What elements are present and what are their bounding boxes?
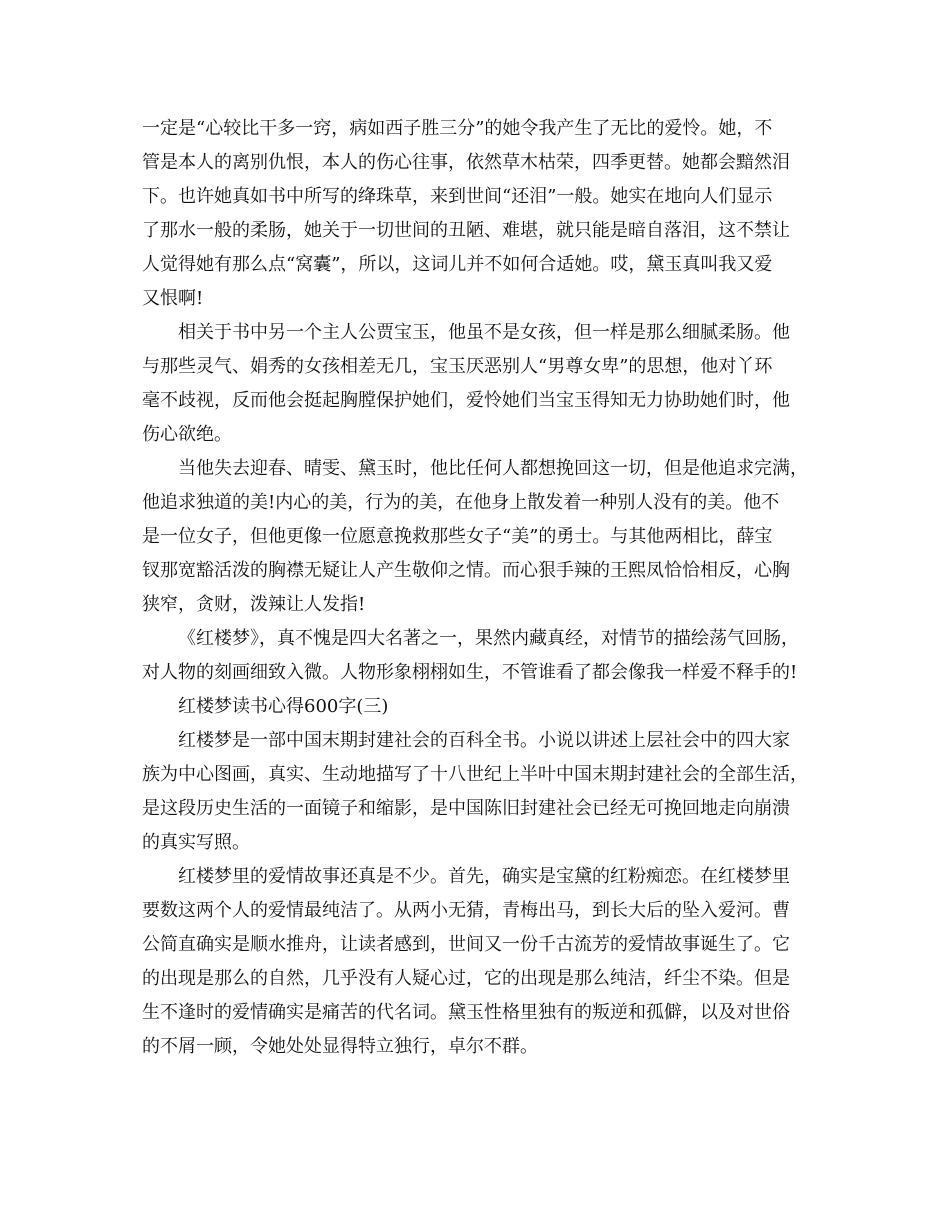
text-line: 要数这两个人的爱情最纯洁了。从两小无猜，青梅出马，到长大后的坠入爱河。曹 (142, 900, 790, 921)
paragraph-2 (142, 316, 822, 452)
text-line: 毫不歧视，反而他会挺起胸膛保护她们，爱怜她们当宝玉得知无力协助她们时，他 (142, 390, 790, 411)
text-line: 与那些灵气、娟秀的女孩相差无几，宝玉厌恶别人“男尊女卑”的思想，他对丫环 (142, 356, 773, 377)
text-line: 对人物的刻画细致入微。人物形象栩栩如生，不管谁看了都会像我一样爱不释手的! (142, 662, 798, 683)
section-heading: 红楼梦读书心得600字(三) (178, 696, 389, 717)
text-line: 红楼梦是一部中国末期封建社会的百科全书。小说以讲述上层社会中的四大家 (178, 730, 790, 751)
text-line: 人觉得她有那么点“窝囊”，所以，这词儿并不如何合适她。哎，黛玉真叫我又爱 (142, 254, 773, 275)
text-line: 一定是“心较比干多一窍，病如西子胜三分”的她令我产生了无比的爱怜。她，不 (142, 118, 773, 139)
text-line: 是一位女子，但他更像一位愿意挽救那些女子“美”的勇士。与其他两相比，薛宝 (142, 526, 773, 547)
text-line: 当他失去迎春、晴雯、黛玉时，他比任何人都想挽回这一切，但是他追求完满， (178, 458, 808, 479)
paragraph-4 (142, 622, 822, 690)
text-line: 的出现是那么的自然，几乎没有人疑心过，它的出现是那么纯洁，纤尘不染。但是 (142, 968, 790, 989)
text-line: 他追求独道的美!内心的美，行为的美，在他身上散发着一种别人没有的美。他不 (142, 492, 780, 513)
text-line: 族为中心图画，真实、生动地描写了十八世纪上半叶中国末期封建社会的全部生活， (142, 764, 808, 785)
text-line: 的真实写照。 (142, 832, 250, 853)
text-line: 伤心欲绝。 (142, 424, 232, 445)
paragraph-5 (142, 724, 822, 860)
text-line: 的不屑一顾，令她处处显得特立独行，卓尔不群。 (142, 1036, 538, 1057)
text-line: 是这段历史生活的一面镜子和缩影，是中国陈旧封建社会已经无可挽回地走向崩溃 (142, 798, 790, 819)
text-line: 了那水一般的柔肠，她关于一切世间的丑陋、难堪，就只能是暗自落泪，这不禁让 (142, 220, 790, 241)
text-line: 生不逢时的爱情确实是痛苦的代名词。黛玉性格里独有的叛逆和孤僻，以及对世俗 (142, 1002, 790, 1023)
paragraph-1 (142, 112, 822, 316)
document-body (142, 112, 822, 1064)
text-line: 《红楼梦》，真不愧是四大名著之一，果然内藏真经，对情节的描绘荡气回肠， (178, 628, 799, 649)
text-line: 红楼梦里的爱情故事还真是不少。首先，确实是宝黛的红粉痴恋。在红楼梦里 (178, 866, 790, 887)
text-line: 狭窄，贪财，泼辣让人发指! (142, 594, 366, 615)
paragraph-6 (142, 860, 822, 1064)
text-line: 钗那宽豁活泼的胸襟无疑让人产生敬仰之情。而心狠手辣的王熙凤恰恰相反，心胸 (142, 560, 790, 581)
text-line: 相关于书中另一个主人公贾宝玉，他虽不是女孩，但一样是那么细腻柔肠。他 (178, 322, 790, 343)
text-line: 公简直确实是顺水推舟，让读者感到，世间又一份千古流芳的爱情故事诞生了。它 (142, 934, 790, 955)
paragraph-3 (142, 452, 822, 622)
text-line: 下。也许她真如书中所写的绛珠草，来到世间“还泪”一般。她实在地向人们显示 (142, 186, 773, 207)
text-line: 又恨啊! (142, 288, 204, 309)
text-line: 管是本人的离别仇恨，本人的伤心往事，依然草木枯荣，四季更替。她都会黯然泪 (142, 152, 790, 173)
